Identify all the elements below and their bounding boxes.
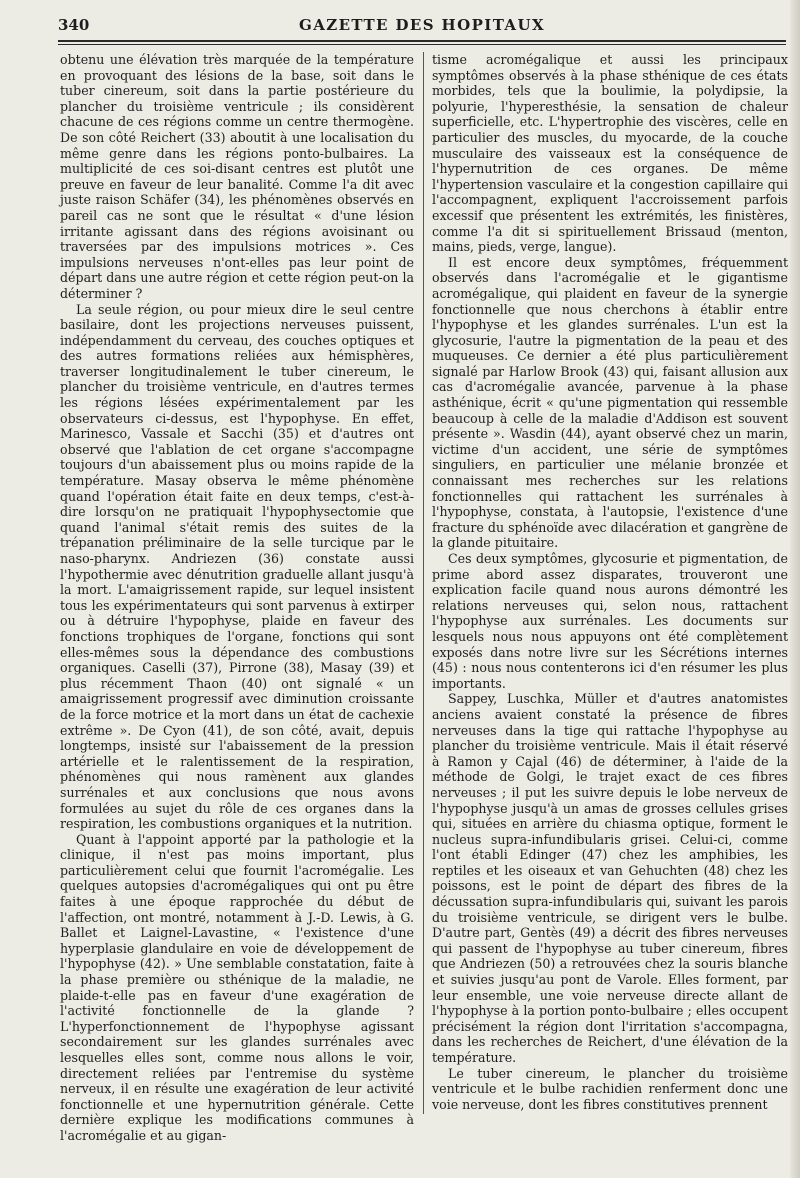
header-rule-thin	[58, 44, 786, 45]
paragraph: Quant à l'appoint apporté par la pathologie et la clinique, il n'est pas moins important, plus particulièrement celui que fournit l'acromégalie. Les quelques autopsies d'acromégaliques qui ont pu être faites à une époque rapprochée du début de l'affection, ont montré, notamment à J.-D. Lewis, à G. Ballet et Laignel-Lavastine, « l'existence d'une hyperplasie glandulaire en voie de développement de l'hypophyse (42). » Une semblable constatation, faite à la phase première ou sthénique de la maladie, ne plaide-t-elle pas en faveur d'une exagération de l'activité fonctionnelle de la glande ? L'hyperfonctionnement de l'hypophyse agissant secondairement sur les glandes surrénales avec lesquelles elles sont, comme nous allons le voir, directement reliées par l'entremise du système nerveux, il en résulte une exagération de leur activité fonctionnelle et une hypernutrition générale. Cette dernière explique les modifications communes à l'acromégalie et au gigan-	[60, 831, 414, 1143]
left-column	[60, 52, 414, 1144]
paragraph: Sappey, Luschka, Müller et d'autres anatomistes anciens avaient constaté la présence de fibres nerveuses dans la tige qui rattache l'hypophyse au plancher du troisième ventricule. Mais il était réservé à Ramon y Cajal (46) de déterminer, à l'aide de la méthode de Golgi, le trajet exact de ces fibres nerveuses ; il put les suivre depuis le lobe nerveux de l'hypophyse jusqu'à un amas de grosses cellules grises qui, situées en arrière du chiasma optique, forment le nucleus supra-infundibularis grisei. Celui-ci, comme l'ont établi Edinger (47) chez les amphibies, les reptiles et les oiseaux et van Gehuchten (48) chez les poissons, est le point de départ des fibres de la décussation supra-infundibularis qui, suivant les parois du troisième ventricule, se dirigent vers le bulbe. D'autre part, Gentès (49) a décrit des fibres nerveuses qui passent de l'hypophyse au tuber cinereum, fibres que Andriezen (50) a retrouvées chez la souris blanche et suivies jusqu'au pont de Varole. Elles forment, par leur ensemble, une voie nerveuse directe allant de l'hypophyse à la portion ponto-bulbaire ; elles occupent précisément la région dont l'irritation s'accompagna, dans les recherches de Reichert, d'une élévation de la température.	[432, 691, 788, 1065]
column-divider	[423, 52, 424, 1114]
paragraph: Ces deux symptômes, glycosurie et pigmentation, de prime abord assez disparates, trouveront une explication facile quand nous aurons démontré les relations nerveuses qui, selon nous, rattachent l'hypophyse aux surrénales. Les documents sur lesquels nous nous appuyons ont été complètement exposés dans notre livre sur les Sécrétions internes (45) : nous nous contenterons ici d'en résumer les plus importants.	[432, 551, 788, 691]
paragraph: tisme acromégalique et aussi les principaux symptômes observés à la phase sthénique de ces états morbides, tels que la boulimie, la polydipsie, la polyurie, l'hyperesthésie, la sensation de chaleur superficielle, etc. L'hypertrophie des viscères, celle en particulier des muscles, du myocarde, de la couche musculaire des vaisseaux est la conséquence de l'hypernutrition de ces organes. De même l'hypertension vasculaire et la congestion capillaire qui l'accompagnent, expliquent l'accroissement parfois excessif que présentent les extrémités, les finistères, comme l'a dit si spirituellement Brissaud (menton, mains, pieds, verge, langue).	[432, 52, 788, 255]
running-header	[58, 10, 786, 42]
paragraph: Il est encore deux symptômes, fréquemment observés dans l'acromégalie et le gigantisme acromégalique, qui plaident en faveur de la synergie fonctionnelle que nous cherchons à établir entre l'hypophyse et les glandes surrénales. L'un est la glycosurie, l'autre la pigmentation de la peau et des muqueuses. Ce dernier a été plus particulièrement signalé par Harlow Brook (43) qui, faisant allusion aux cas d'acromégalie avancée, parvenue à la phase asthénique, écrit « qu'une pigmentation qui ressemble beaucoup à celle de la maladie d'Addison est souvent présente ». Wasdin (44), ayant observé chez un marin, victime d'un accident, une série de symptômes singuliers, en particulier une mélanie bronzée et connaissant mes recherches sur les relations fonctionnelles qui rattachent les surrénales à l'hypophyse, constata, à l'autopsie, l'existence d'une fracture du sphénoïde avec dilacération et gangrène de la glande pituitaire.	[432, 254, 788, 551]
page-number: 340	[58, 16, 90, 34]
journal-title: GAZETTE DES HOPITAUX	[298, 16, 545, 34]
page-spine-shadow	[790, 0, 800, 1178]
header-rule-thick	[58, 40, 786, 42]
paragraph: obtenu une élévation très marquée de la température en provoquant des lésions de la base, soit dans le tuber cinereum, soit dans la partie postérieure du plancher du troisième ventricule ; ils considèrent chacune de ces régions comme un centre thermogène. De son côté Reichert (33) aboutit à une localisation du même genre dans les régions ponto-bulbaires. La multiplicité de ces soi-disant centres est plutôt une preuve en faveur de leur banalité. Comme l'a dit avec juste raison Schäfer (34), les phénomènes observés en pareil cas ne sont que le résultat « d'une lésion irritante agissant dans des régions avoisinant ou traversées par des impulsions motrices ». Ces impulsions nerveuses n'ont-elles pas leur point de départ dans une autre région et cette région peut-on la déterminer ?	[60, 52, 414, 301]
right-column	[432, 52, 788, 1112]
paragraph: Le tuber cinereum, le plancher du troisième ventricule et le bulbe rachidien renferment donc une voie nerveuse, dont les fibres constitutives prennent	[432, 1065, 788, 1112]
paragraph: La seule région, ou pour mieux dire le seul centre basilaire, dont les projections nerveuses puissent, indépendamment du cerveau, des couches optiques et des autres formations reliées aux hémisphères, traverser longitudinalement le tuber cinereum, le plancher du troisième ventricule, en d'autres termes les régions lésées expérimentalement par les observateurs ci-dessus, est l'hypophyse. En effet, Marinesco, Vassale et Sacchi (35) et d'autres ont observé que l'ablation de cet organe s'accompagne toujours d'un abaissement plus ou moins rapide de la température. Masay observa le même phénomène quand l'opération était faite en deux temps, c'est-à-dire lorsqu'on ne pratiquait l'hypophysectomie que quand l'animal s'était remis des suites de la trépanation préliminaire de la selle turcique par le naso-pharynx. Andriezen (36) constate aussi l'hypothermie avec dénutrition graduelle allant jusqu'à la mort. L'amaigrissement rapide, sur lequel insistent tous les expérimentateurs qui sont parvenus à extirper ou à détruire l'hypophyse, plaide en faveur des fonctions trophiques de l'organe, fonctions qui sont elles-mêmes sous la dépendance des combustions organiques. Caselli (37), Pirrone (38), Masay (39) et plus récemment Thaon (40) ont signalé « un amaigrissement progressif avec diminution croissante de la force motrice et la mort dans un état de cachexie extrême ». De Cyon (41), de son côté, avait, depuis longtemps, insisté sur l'abaissement de la pression artérielle et le ralentissement de la respiration, phénomènes qui nous ramènent aux glandes surrénales et aux conclusions que nous avons formulées au sujet du rôle de ces organes dans la respiration, les combustions organiques et la nutrition.	[60, 301, 414, 832]
